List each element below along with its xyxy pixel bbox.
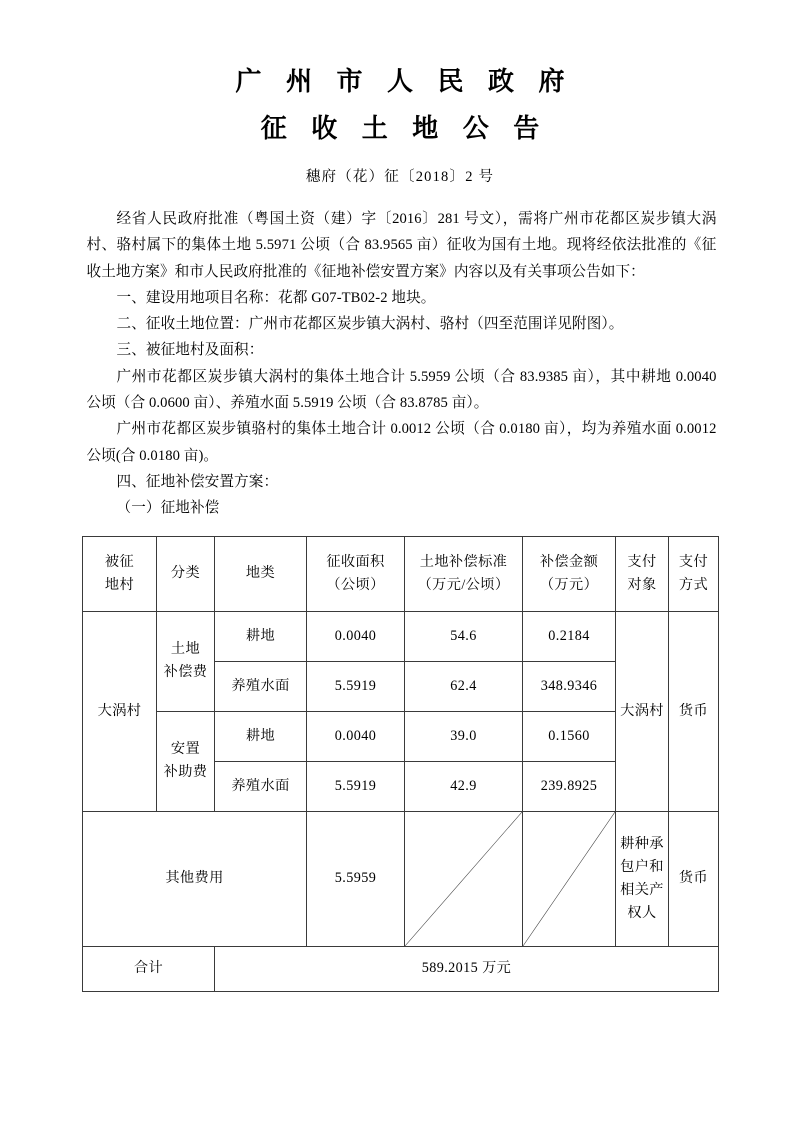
- diagonal-strike-icon: [523, 812, 615, 946]
- document-body: [84, 188, 717, 522]
- category-resettlement-line1: 安置: [170, 741, 201, 758]
- header-area-line1: 征收面积: [326, 553, 385, 570]
- cell-payment-method: 货币: [669, 611, 719, 811]
- compensation-table: [82, 536, 719, 992]
- other-fee-payee-line1: 耕种承: [620, 835, 664, 852]
- cell-amount: 239.8925: [523, 761, 616, 811]
- header-amount-line2: （万元）: [539, 576, 599, 593]
- cell-area: 5.5919: [307, 761, 405, 811]
- cell-area: 0.0040: [307, 611, 405, 661]
- table-header-row: [83, 536, 719, 611]
- cell-other-fee-area: 5.5959: [307, 811, 405, 946]
- header-standard-line1: 土地补偿标准: [419, 553, 508, 570]
- clause-2: 二、征收土地位置：广州市花都区炭步镇大涡村、骆村（四至范围详见附图）。: [116, 316, 624, 333]
- header-land-type: 地类: [215, 536, 307, 611]
- clause-4: 四、征地补偿安置方案：: [116, 473, 279, 490]
- cell-category-resettlement: [157, 711, 215, 811]
- cell-standard: 42.9: [405, 761, 523, 811]
- cell-other-fee-method: 货币: [669, 811, 719, 946]
- clause-3: 三、被征地村及面积：: [116, 342, 264, 359]
- cell-amount: 348.9346: [523, 661, 616, 711]
- header-standard-line2: （万元/公顷）: [417, 576, 510, 593]
- paragraph-intro: 经省人民政府批准（粤国土资（建）字〔2016〕281 号文），需将广州市花都区炭步镇大涡村、骆村属下的集体土地 5.5971 公顷（合 83.9565 亩）征收为国有土地。现将经依法批准的《征收土地方案》和市人民政府批准的《征地补偿安置方案》内容以及有关事项公告如下：: [86, 211, 717, 280]
- cell-land-type: 养殖水面: [215, 661, 307, 711]
- cell-payee-name: 大涡村: [616, 611, 669, 811]
- cell-standard: 62.4: [405, 661, 523, 711]
- header-payee-line1: 支付: [627, 553, 657, 570]
- paragraph-dawo-village: 广州市花都区炭步镇大涡村的集体土地合计 5.5959 公顷（合 83.9385 亩），其中耕地 0.0040 公顷（合 0.0600 亩）、养殖水面 5.5919 公顷（合 83.8785 亩）。: [86, 368, 717, 412]
- cell-other-fee-label: 其他费用: [83, 811, 307, 946]
- header-area-line2: （公顷）: [326, 576, 385, 593]
- cell-amount: 0.2184: [523, 611, 616, 661]
- cell-area: 0.0040: [307, 711, 405, 761]
- cell-other-fee-standard-na: [405, 811, 523, 946]
- compensation-table-wrap: [82, 522, 718, 992]
- header-village-line2: 地村: [104, 576, 135, 593]
- cell-other-fee-amount-na: [523, 811, 616, 946]
- cell-land-type: 耕地: [215, 711, 307, 761]
- clause-4-1: （一）征地补偿: [116, 500, 220, 517]
- other-fee-payee-line4: 权人: [627, 904, 657, 921]
- category-land-comp-line1: 土地: [170, 641, 201, 658]
- document-number: 穗府（花）征〔2018〕2 号: [305, 169, 495, 185]
- cell-total-value: 589.2015 万元: [215, 946, 719, 991]
- cell-total-label: 合计: [83, 946, 215, 991]
- cell-standard: 39.0: [405, 711, 523, 761]
- header-payment-method: [669, 536, 719, 611]
- header-standard: [405, 536, 523, 611]
- table-row-total: [83, 946, 719, 991]
- cell-land-type: 耕地: [215, 611, 307, 661]
- cell-land-type: 养殖水面: [215, 761, 307, 811]
- other-fee-payee-line2: 包户和: [620, 858, 664, 875]
- paragraph-luocun-village: 广州市花都区炭步镇骆村的集体土地合计 0.0012 公顷（合 0.0180 亩），均为养殖水面 0.0012 公顷(合 0.0180 亩)。: [86, 421, 717, 464]
- header-payee: [616, 536, 669, 611]
- table-row: [83, 611, 719, 661]
- other-fee-payee-line3: 相关产: [620, 881, 664, 898]
- cell-other-fee-payee: [616, 811, 669, 946]
- cell-amount: 0.1560: [523, 711, 616, 761]
- title-block: [0, 0, 800, 188]
- diagonal-strike-icon: [405, 812, 522, 946]
- header-amount-line1: 补偿金额: [539, 553, 599, 570]
- header-method-line2: 方式: [678, 576, 709, 593]
- document-title-line1: 广 州 市 人 民 政 府: [235, 67, 574, 96]
- header-village-line1: 被征: [104, 553, 135, 570]
- cell-village-name: 大涡村: [83, 611, 157, 811]
- category-resettlement-line2: 补助费: [163, 764, 208, 781]
- header-category: 分类: [157, 536, 215, 611]
- header-payee-line2: 对象: [627, 576, 657, 593]
- cell-area: 5.5919: [307, 661, 405, 711]
- cell-category-land-comp: [157, 611, 215, 711]
- cell-standard: 54.6: [405, 611, 523, 661]
- table-row-other-fee: [83, 811, 719, 946]
- header-amount: [523, 536, 616, 611]
- category-land-comp-line2: 补偿费: [163, 664, 208, 681]
- header-village: [83, 536, 157, 611]
- clause-1: 一、建设用地项目名称：花都 G07-TB02-2 地块。: [116, 289, 436, 306]
- header-area: [307, 536, 405, 611]
- header-method-line1: 支付: [678, 553, 709, 570]
- document-title-line2: 征 收 土 地 公 告: [260, 114, 549, 143]
